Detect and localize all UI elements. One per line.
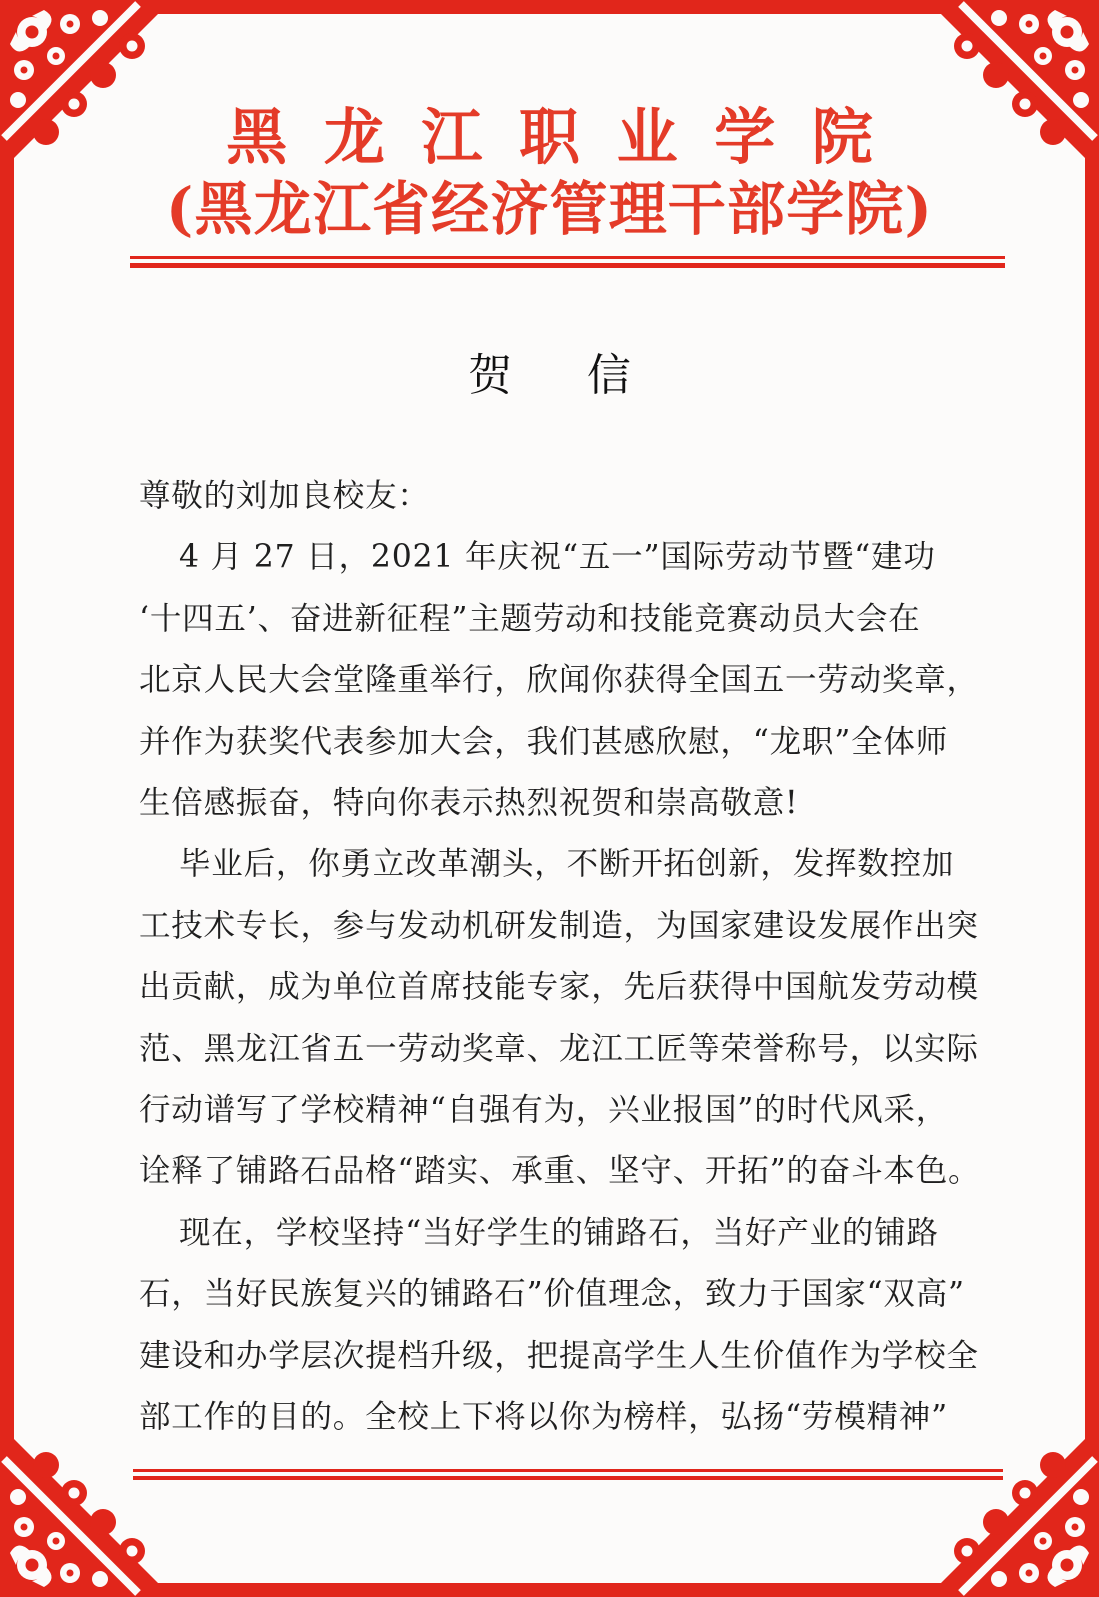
- letter-line: 毕业后，你勇立改革潮头，不断开拓创新，发挥数控加: [179, 846, 955, 883]
- letter-line: 出贡献，成为单位首席技能专家，先后获得中国航发劳动模: [139, 969, 979, 1006]
- corner-ornament-bottom-left-icon: [0, 1439, 158, 1597]
- org-name-primary: [0, 104, 1099, 171]
- footer-divider-thick-line: [133, 1476, 1003, 1480]
- letter-line: 行动谱写了学校精神“自强有为，兴业报国”的时代风采，: [139, 1092, 949, 1129]
- footer-divider: [133, 1469, 1003, 1480]
- letter-line: 4 月 27 日，2021 年庆祝“五一”国际劳动节暨“建功: [179, 539, 936, 576]
- letter-line: 并作为获奖代表参加大会，我们甚感欣慰，“龙职”全体师: [139, 723, 949, 760]
- letter-line: 建设和办学层次提档升级，把提高学生人生价值作为学校全: [139, 1337, 979, 1374]
- letter-title-text: 贺信: [468, 350, 706, 401]
- letter-line: 现在，学校坚持“当好学生的铺路石，当好产业的铺路: [179, 1214, 939, 1251]
- letter-title: [0, 350, 1099, 403]
- header-divider: [130, 256, 1005, 268]
- letter-line: 范、黑龙江省五一劳动奖章、龙江工匠等荣誉称号，以实际: [139, 1030, 979, 1067]
- footer-divider-thin-line: [133, 1469, 1003, 1472]
- org-name-secondary-text: (黑龙江省经济管理干部学院): [165, 175, 934, 243]
- letter-line: 生倍感振奋，特向你表示热烈祝贺和崇高敬意!: [139, 785, 799, 822]
- header-divider-thick-line: [130, 263, 1005, 268]
- salutation: 尊敬的刘加良校友：: [139, 478, 430, 514]
- org-name-primary-text: 黑龙江职业学院: [226, 102, 910, 173]
- letter-line: 部工作的目的。全校上下将以你为榜样，弘扬“劳模精神”: [139, 1399, 949, 1436]
- letter-line: 石，当好民族复兴的铺路石”价值理念，致力于国家“双高”: [139, 1276, 965, 1313]
- letter-line: 诠释了铺路石品格“踏实、承重、坚守、开拓”的奋斗本色。: [139, 1153, 981, 1190]
- corner-ornament-bottom-right-icon: [941, 1439, 1099, 1597]
- letter-body: [139, 466, 981, 1449]
- org-name-secondary: [0, 175, 1099, 243]
- letter-line: ‘十四五’、奋进新征程”主题劳动和技能竞赛动员大会在: [139, 600, 921, 637]
- header-divider-thin-line: [130, 256, 1005, 259]
- letter-line: 北京人民大会堂隆重举行，欣闻你获得全国五一劳动奖章，: [139, 662, 979, 699]
- letter-line: 工技术专长，参与发动机研发制造，为国家建设发展作出突: [139, 907, 979, 944]
